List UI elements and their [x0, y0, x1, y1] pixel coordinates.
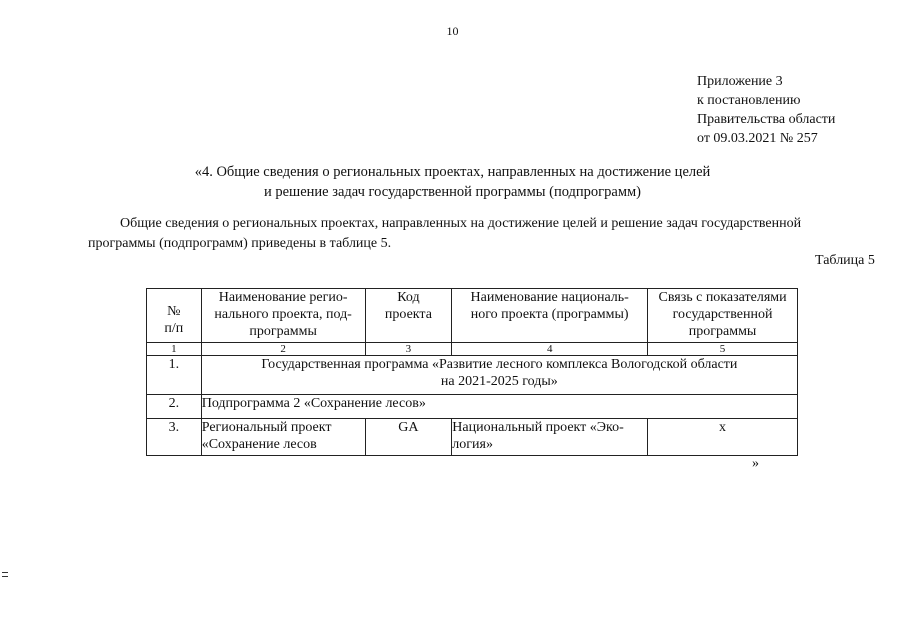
header-link-l3: программы [688, 324, 757, 339]
regional-project-l2: «Сохранение лесов [201, 437, 317, 452]
table-caption: Таблица 5 [815, 253, 875, 268]
regional-project-cell [201, 419, 365, 456]
index-cell: 3 [365, 343, 452, 356]
header-num [147, 289, 202, 343]
program-line-2: на 2021-2025 годы» [440, 374, 558, 389]
section-heading-line-1: «4. Общие сведения о региональных проектах, направленных на достижение целей [194, 164, 711, 180]
header-code [365, 289, 452, 343]
index-cell: 5 [648, 343, 798, 356]
program-line-1: Государственная программа «Развитие лесного комплекса Вологодской области [261, 357, 738, 372]
program-cell [201, 356, 797, 395]
subprogram-cell: Подпрограмма 2 «Сохранение лесов» [201, 395, 797, 419]
appendix-line-3: Правительства области [697, 112, 836, 127]
page-number: 10 [446, 24, 459, 38]
projects-table [146, 288, 798, 456]
row-number: 3. [147, 419, 202, 456]
header-num-l2: п/п [164, 320, 184, 336]
header-project [201, 289, 365, 343]
index-cell: 1 [147, 343, 202, 356]
appendix-line-4: от 09.03.2021 № 257 [697, 131, 818, 146]
header-code-l2: проекта [384, 307, 432, 322]
table-row [147, 395, 798, 419]
header-national [452, 289, 648, 343]
table-row [147, 419, 798, 456]
header-link [648, 289, 798, 343]
header-num-l1: № [167, 303, 181, 319]
header-link-l1: Связь с показателями [658, 290, 787, 305]
section-heading [0, 162, 905, 202]
appendix-line-1: Приложение 3 [697, 74, 783, 89]
header-national-l1: Наименование националь- [470, 290, 629, 305]
index-cell: 2 [201, 343, 365, 356]
appendix-line-2: к постановлению [697, 93, 801, 108]
indicator-link-cell: х [648, 419, 798, 456]
index-cell: 4 [452, 343, 648, 356]
row-number: 1. [147, 356, 202, 395]
table-header-row [147, 289, 798, 343]
header-project-l2: нального проекта, под- [214, 307, 352, 322]
row-number: 2. [147, 395, 202, 419]
margin-mark [2, 572, 8, 582]
section-heading-line-2: и решение задач государственной программы (подпрограмм) [263, 184, 641, 200]
table-row [147, 356, 798, 395]
national-project-l2: логия» [452, 437, 493, 452]
national-project-cell [452, 419, 648, 456]
header-national-l2: ного проекта (программы) [470, 307, 629, 322]
national-project-l1: Национальный проект «Эко- [452, 420, 624, 435]
appendix-block [697, 72, 835, 148]
project-code-cell: GA [365, 419, 452, 456]
header-project-l3: программы [249, 324, 317, 339]
regional-project-l1: Региональный проект [201, 420, 332, 435]
closing-quote: » [752, 456, 759, 471]
header-code-l1: Код [397, 290, 420, 305]
table-index-row [147, 343, 798, 356]
intro-paragraph: Общие сведения о региональных проектах, направленных на достижение целей и решение задач государственной программы (подпрограмм) приведены в таблице 5. [88, 216, 802, 251]
header-link-l2: государственной [672, 307, 773, 322]
header-project-l1: Наименование регио- [218, 290, 348, 305]
